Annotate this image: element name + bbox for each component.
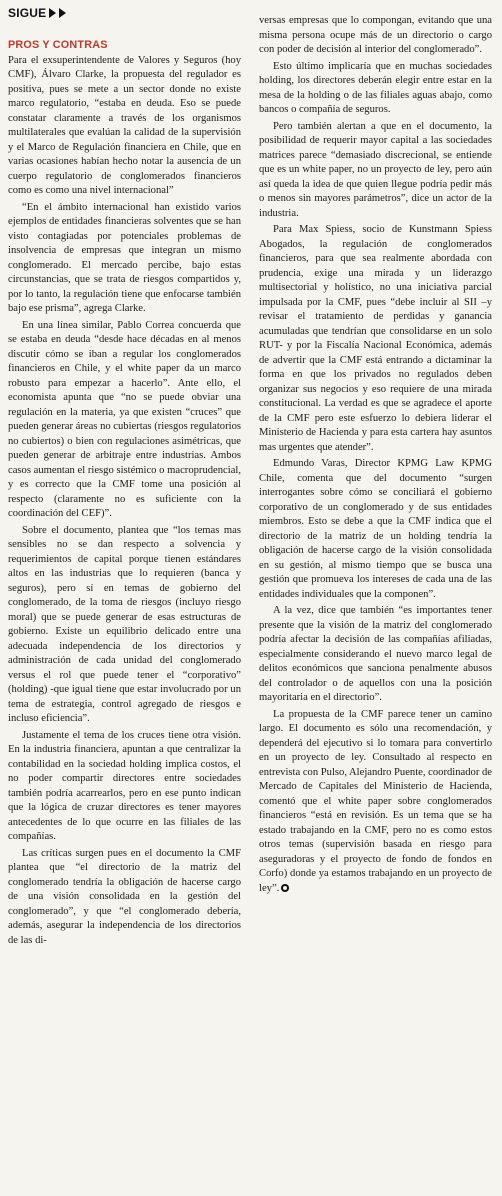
right-column bbox=[259, 14, 492, 898]
continue-label: SIGUE bbox=[8, 6, 47, 20]
paragraph: Pero también alertan a que en el documento, la posibilidad de requerir mayor capital a las sociedades matrices parece “demasiado discrecional, se entiende que es un white paper, no un proyecto de ley, pero aún así queda la idea de que quien llegue podría pedir más o menos sin mayores parámetros”, dice un actor de la industria. bbox=[259, 120, 492, 219]
section-title: PROS Y CONTRAS bbox=[8, 39, 108, 51]
paragraph: Edmundo Varas, Director KPMG Law KPMG Chile, comenta que del documento “surgen interrogantes sobre cómo se conciliará el gobierno corporativo de un conglomerado y de sus entidades miembros. Esto se debe a que la CMF indica que el directorio de la matriz de un holding tendría la obligación de hacerse cargo de la visión consolidada en su gestión, al mismo tiempo que se busca una gestión que promueva los intereses de cada una de las entidades individuales que la componen”. bbox=[259, 458, 492, 600]
paragraph: Justamente el tema de los cruces tiene otra visión. En la industria financiera, apuntan a que centralizar la contabilidad en la sociedad holding implica costos, el no poder compartir directores entre sociedades también podría acarrearlos, pero en ese punto indican que la lógica de cruzar directores es tener mayores antecedentes de lo que ocurre en las filiales de las compañías. bbox=[8, 729, 241, 842]
paragraph: Las críticas surgen pues en el documento la CMF plantea que “el directorio de la matriz del conglomerado tendría la obligación de hacerse cargo de una visión consolidada en la gestión del conglomerado”, y que “el conglomerado debería, además, asegurar la independencia de los directorios de las di- bbox=[8, 847, 241, 946]
paragraph: Sobre el documento, plantea que “los temas mas sensibles no se dan respecto a solvencia y requerimientos de capital porque tienen estándares altos en las industrias que lo requieren (banca y seguros), pero sí en temas de gobierno del conglomerado, de la toma de riesgos (incluyo riesgo moral) que se puede generar de esas estructuras de gobierno. Existe un equilibrio delicado entre una adecuada independencia de los directorios y administración de cada unidad del conglomerado versus el rol que puede tener el “corporativo” (holding) -que igual tiene que estar involucrado por un tema de estrategia, control agregado de riesgos e incluso eficiencia”. bbox=[8, 524, 241, 724]
arrow-icon bbox=[49, 8, 56, 18]
paragraph: versas empresas que lo compongan, evitando que una misma persona ocupe más de un directorio o cargo con poder de decisión al interior del conglomerado”. bbox=[259, 15, 492, 55]
paragraph: “En el ámbito internacional han existido varios ejemplos de entidades financieras solventes que se han visto contagiadas por potenciales problemas de insolvencia de empresas que integran un mismo conglomerado. El mercado percibe, bajo estas circunstancias, que se trata de riesgos compartidos y, por lo tanto, la regulación tiene que enfocarse también bajo ese prisma”, agrega Clarke. bbox=[8, 201, 241, 314]
end-mark-icon bbox=[281, 884, 289, 892]
paragraph-final-text: La propuesta de la CMF parece tener un camino largo. El documento es sólo una recomendación, y dependerá del ejecutivo si lo tomara para convertirlo en un proyecto de ley. Consultado al respecto en entrevista con Pulso, Alejandro Puente, coordinador de Mercado de Capitales del Ministerio de Hacienda, comentó que el white paper sobre conglomerados financieros “está en revisión. Es un tema que se ha estado trabajando en la CMF, pero no es como estos otros temas (supervisión basada en riesgo para aseguradoras y el proyecto de fondo de fondos en Corfo) donde ya estamos trabajando en un proyecto de ley”. bbox=[259, 708, 493, 894]
paragraph-final bbox=[259, 708, 492, 897]
left-column bbox=[8, 38, 241, 950]
arrow-icon-2 bbox=[59, 8, 66, 18]
paragraph: Esto último implicaría que en muchas sociedades holding, los directores deberán elegir entre estar en la mesa de la holding o de las filiales aguas abajo, como bancos o compañía de seguros. bbox=[259, 60, 492, 115]
paragraph: Para el exsuperintendente de Valores y Seguros (hoy CMF), Álvaro Clarke, la propuesta del regulador es positiva, pues se mete a un sector donde no existe marco regulatorio, “estaba en deuda. Eso se puede constatar claramente a través de los organismos multilaterales que evalúan la calidad de la supervisión y el Marco de Regulación financiera en Chile, que en varias ocasiones habían hecho notar la ausencia de un cuerpo regulatorio de conglomerados financieros como es como una nivel internacional” bbox=[8, 54, 241, 196]
paragraph: Para Max Spiess, socio de Kunstmann Spiess Abogados, la regulación de conglomerados financieros, para que sea realmente abordada con prudencia, exige una mirada y un liderazgo multisectorial y holístico, no una iniciativa parcial impulsada por la CMF, pues “debe incluir al SII –y revisar el tratamiento de perdidas y ganancia acumuladas que tendrían que consolidarse en un solo RUT- y por la Fiscalía Nacional Económica, además de advertir que la CMF está entrando a dictaminar la forma en que los privados no regulados deben organizar sus negocios y eso requiere de una mirada constitucional. La verdad es que se agradece el aporte de la CMF pero este esfuerzo lo debiera liderar el Ministerio de Hacienda y para esta cartera hay asuntos mas urgentes que atender”. bbox=[259, 224, 492, 453]
continue-header bbox=[8, 4, 66, 22]
paragraph: A la vez, dice que también “es importantes tener presente que la visión de la matriz del conglomerado podría afectar la decisión de las compañías afiliadas, especialmente considerando el nuevo marco legal de delitos económicos que sanciona penalmente abusos del controlador o de aquellos con una la posición mayoritaria en el directorio”. bbox=[259, 605, 492, 703]
paragraph: En una línea similar, Pablo Correa concuerda que se estaba en deuda “desde hace décadas en al menos discutir cómo se iban a regular los conglomerados financieros en Chile, y el white paper da un marco robusto para empezar a hacerlo”. Ante ello, el economista apunta que “no se puede obviar una regulación en la materia, ya que existen “cruces” que pueden generar áreas no cubiertas (riesgos regulatorios no cubiertos) o bien con regulaciones asimétricas, que pueden generar de arbitraje entre industrias. Ambos casos aumentan el riesgo sistémico o macroprudencial, y es correcto que la CMF tome una posición al respecto (claramente no es suficiente con la coordinación del CEF)”. bbox=[8, 319, 241, 519]
